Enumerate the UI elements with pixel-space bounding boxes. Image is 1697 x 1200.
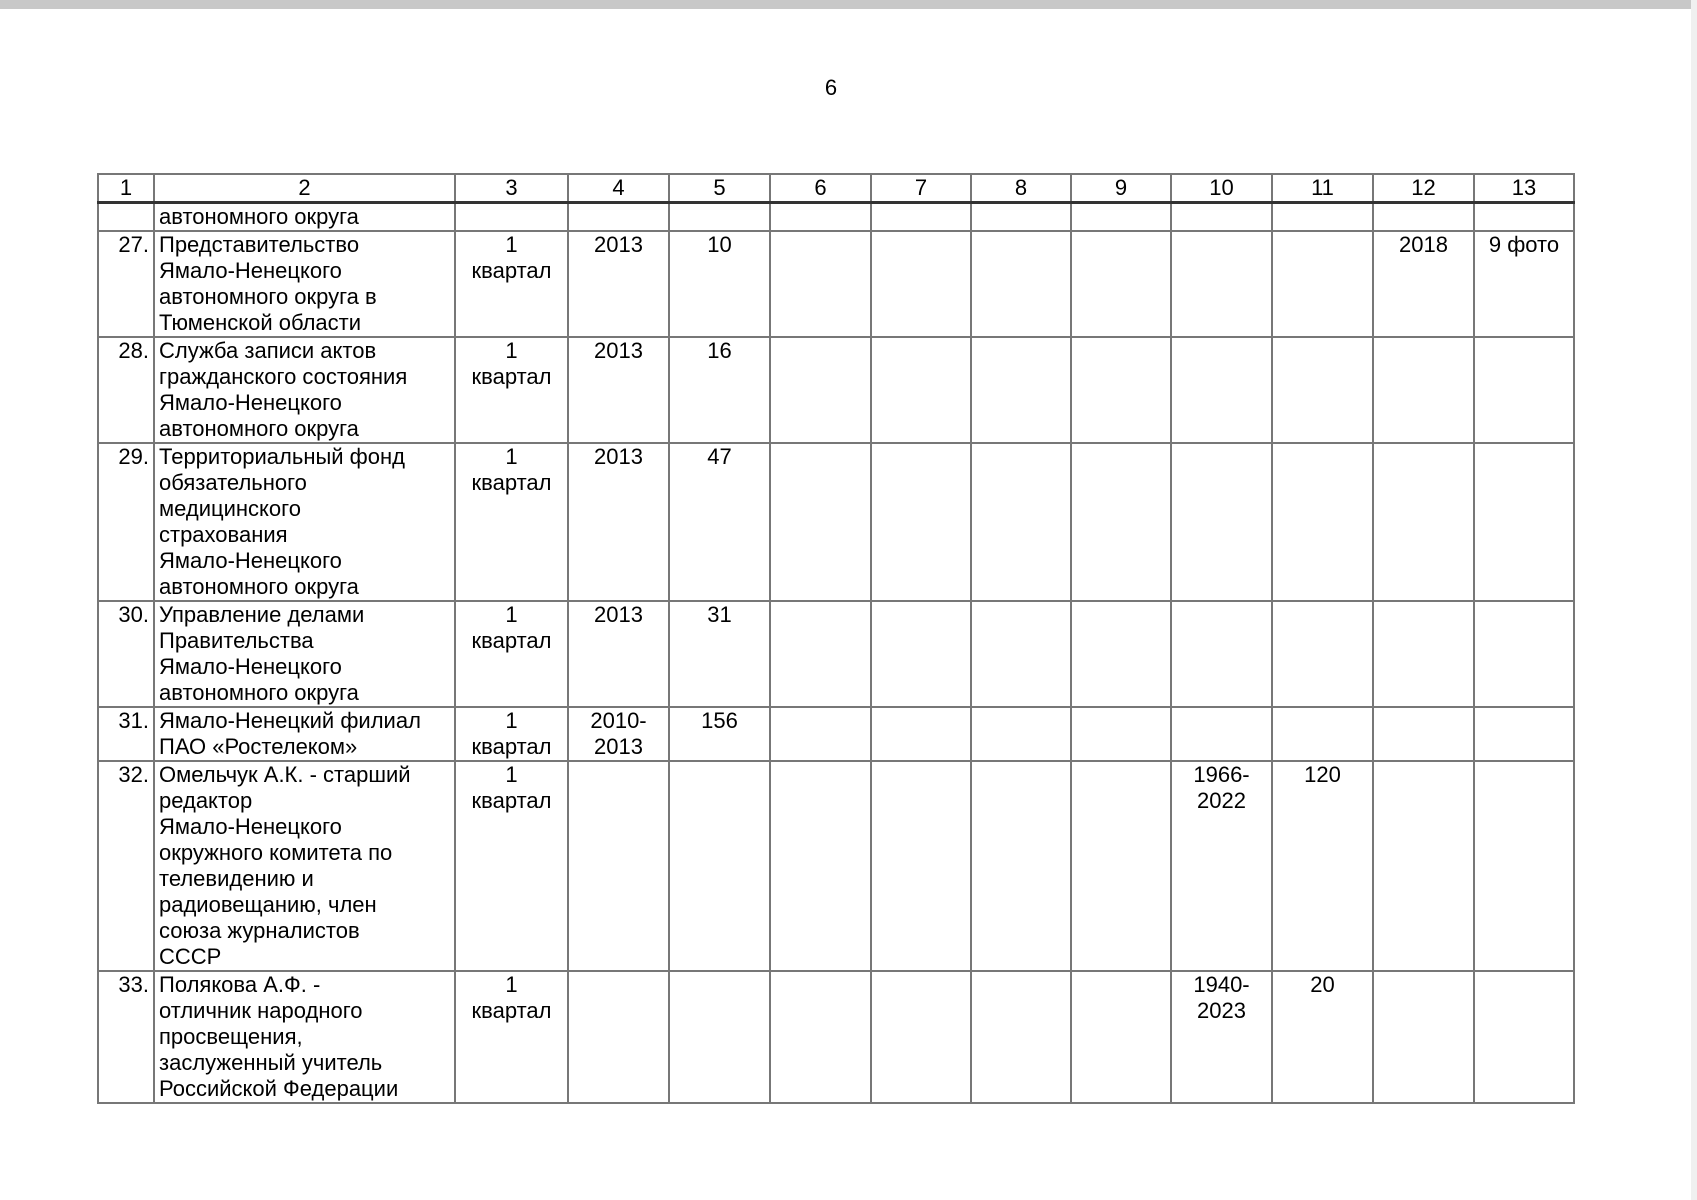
cell-col10: 1940- 2023 (1171, 971, 1272, 1103)
cell-col11 (1272, 601, 1373, 707)
table-row (98, 707, 1574, 761)
cell-col11: 120 (1272, 761, 1373, 971)
cell-col10 (1171, 707, 1272, 761)
table-row (98, 337, 1574, 443)
cell-col11 (1272, 203, 1373, 232)
cell-col8 (971, 707, 1071, 761)
row-number: 29. (98, 443, 154, 601)
table-row (98, 601, 1574, 707)
page-number: 6 (824, 75, 838, 100)
column-header: 9 (1071, 174, 1171, 203)
cell-col3: 1 квартал (455, 761, 568, 971)
cell-col9 (1071, 443, 1171, 601)
cell-col10 (1171, 231, 1272, 337)
cell-col4: 2013 (568, 337, 669, 443)
scan-right-edge (1691, 0, 1697, 1200)
column-header: 10 (1171, 174, 1272, 203)
organization-name: Ямало-Ненецкий филиал ПАО «Ростелеком» (154, 707, 455, 761)
cell-col6 (770, 443, 871, 601)
organization-name: Управление делами Правительства Ямало-Ненецкого автономного округа (154, 601, 455, 707)
cell-col11 (1272, 337, 1373, 443)
cell-col5: 10 (669, 231, 770, 337)
cell-col7 (871, 231, 971, 337)
cell-col3: 1 квартал (455, 337, 568, 443)
cell-col3: 1 квартал (455, 601, 568, 707)
row-number: 31. (98, 707, 154, 761)
cell-col8 (971, 337, 1071, 443)
cell-col10: 1966- 2022 (1171, 761, 1272, 971)
cell-col10 (1171, 203, 1272, 232)
column-header: 4 (568, 174, 669, 203)
cell-col9 (1071, 203, 1171, 232)
cell-col7 (871, 601, 971, 707)
row-number (98, 203, 154, 232)
cell-col3: 1 квартал (455, 971, 568, 1103)
column-header: 2 (154, 174, 455, 203)
scan-top-edge (0, 0, 1697, 9)
cell-col5: 156 (669, 707, 770, 761)
cell-col7 (871, 761, 971, 971)
row-number: 27. (98, 231, 154, 337)
table-row (98, 203, 1574, 232)
table-row (98, 971, 1574, 1103)
cell-col6 (770, 203, 871, 232)
cell-col5 (669, 971, 770, 1103)
cell-col12 (1373, 971, 1474, 1103)
cell-col3: 1 квартал (455, 707, 568, 761)
column-header: 1 (98, 174, 154, 203)
organization-name: Представительство Ямало-Ненецкого автономного округа в Тюменской области (154, 231, 455, 337)
cell-col11 (1272, 707, 1373, 761)
cell-col12 (1373, 443, 1474, 601)
column-header: 13 (1474, 174, 1574, 203)
cell-col13 (1474, 337, 1574, 443)
cell-col8 (971, 761, 1071, 971)
table-row (98, 443, 1574, 601)
column-header: 3 (455, 174, 568, 203)
cell-col7 (871, 443, 971, 601)
cell-col6 (770, 231, 871, 337)
cell-col6 (770, 601, 871, 707)
cell-col6 (770, 337, 871, 443)
column-header: 5 (669, 174, 770, 203)
table-row (98, 231, 1574, 337)
cell-col5 (669, 761, 770, 971)
cell-col3 (455, 203, 568, 232)
cell-col3: 1 квартал (455, 443, 568, 601)
cell-col9 (1071, 761, 1171, 971)
header-row (98, 174, 1574, 203)
cell-col8 (971, 443, 1071, 601)
cell-col5 (669, 203, 770, 232)
cell-col11 (1272, 231, 1373, 337)
row-number: 32. (98, 761, 154, 971)
cell-col10 (1171, 337, 1272, 443)
organization-name: автономного округа (154, 203, 455, 232)
organization-name: Территориальный фонд обязательного медицинского страхования Ямало-Ненецкого автономного округа (154, 443, 455, 601)
column-header: 8 (971, 174, 1071, 203)
cell-col4 (568, 971, 669, 1103)
cell-col13 (1474, 601, 1574, 707)
cell-col10 (1171, 601, 1272, 707)
cell-col6 (770, 971, 871, 1103)
column-header: 6 (770, 174, 871, 203)
archive-table (97, 173, 1575, 1104)
table-row (98, 761, 1574, 971)
cell-col13 (1474, 443, 1574, 601)
cell-col3: 1 квартал (455, 231, 568, 337)
cell-col8 (971, 971, 1071, 1103)
cell-col7 (871, 707, 971, 761)
cell-col12 (1373, 203, 1474, 232)
cell-col13 (1474, 971, 1574, 1103)
cell-col9 (1071, 601, 1171, 707)
cell-col4: 2013 (568, 443, 669, 601)
cell-col9 (1071, 707, 1171, 761)
organization-name: Полякова А.Ф. - отличник народного просвещения, заслуженный учитель Российской Федерации (154, 971, 455, 1103)
cell-col9 (1071, 971, 1171, 1103)
cell-col7 (871, 203, 971, 232)
cell-col13 (1474, 761, 1574, 971)
cell-col11 (1272, 443, 1373, 601)
cell-col7 (871, 337, 971, 443)
cell-col4: 2013 (568, 601, 669, 707)
cell-col8 (971, 601, 1071, 707)
cell-col4: 2013 (568, 231, 669, 337)
cell-col10 (1171, 443, 1272, 601)
cell-col5: 47 (669, 443, 770, 601)
cell-col5: 16 (669, 337, 770, 443)
cell-col4 (568, 203, 669, 232)
cell-col8 (971, 231, 1071, 337)
organization-name: Служба записи актов гражданского состояния Ямало-Ненецкого автономного округа (154, 337, 455, 443)
column-header: 12 (1373, 174, 1474, 203)
column-header: 7 (871, 174, 971, 203)
cell-col12 (1373, 761, 1474, 971)
cell-col12: 2018 (1373, 231, 1474, 337)
cell-col13 (1474, 203, 1574, 232)
column-header: 11 (1272, 174, 1373, 203)
cell-col9 (1071, 337, 1171, 443)
cell-col12 (1373, 707, 1474, 761)
organization-name: Омельчук А.К. - старший редактор Ямало-Ненецкого окружного комитета по телевидению и радиовещанию, член союза журналистов СССР (154, 761, 455, 971)
row-number: 33. (98, 971, 154, 1103)
cell-col7 (871, 971, 971, 1103)
cell-col4: 2010- 2013 (568, 707, 669, 761)
cell-col6 (770, 707, 871, 761)
cell-col4 (568, 761, 669, 971)
cell-col12 (1373, 337, 1474, 443)
cell-col8 (971, 203, 1071, 232)
cell-col12 (1373, 601, 1474, 707)
cell-col6 (770, 761, 871, 971)
cell-col13: 9 фото (1474, 231, 1574, 337)
row-number: 30. (98, 601, 154, 707)
cell-col9 (1071, 231, 1171, 337)
row-number: 28. (98, 337, 154, 443)
cell-col13 (1474, 707, 1574, 761)
cell-col5: 31 (669, 601, 770, 707)
cell-col11: 20 (1272, 971, 1373, 1103)
